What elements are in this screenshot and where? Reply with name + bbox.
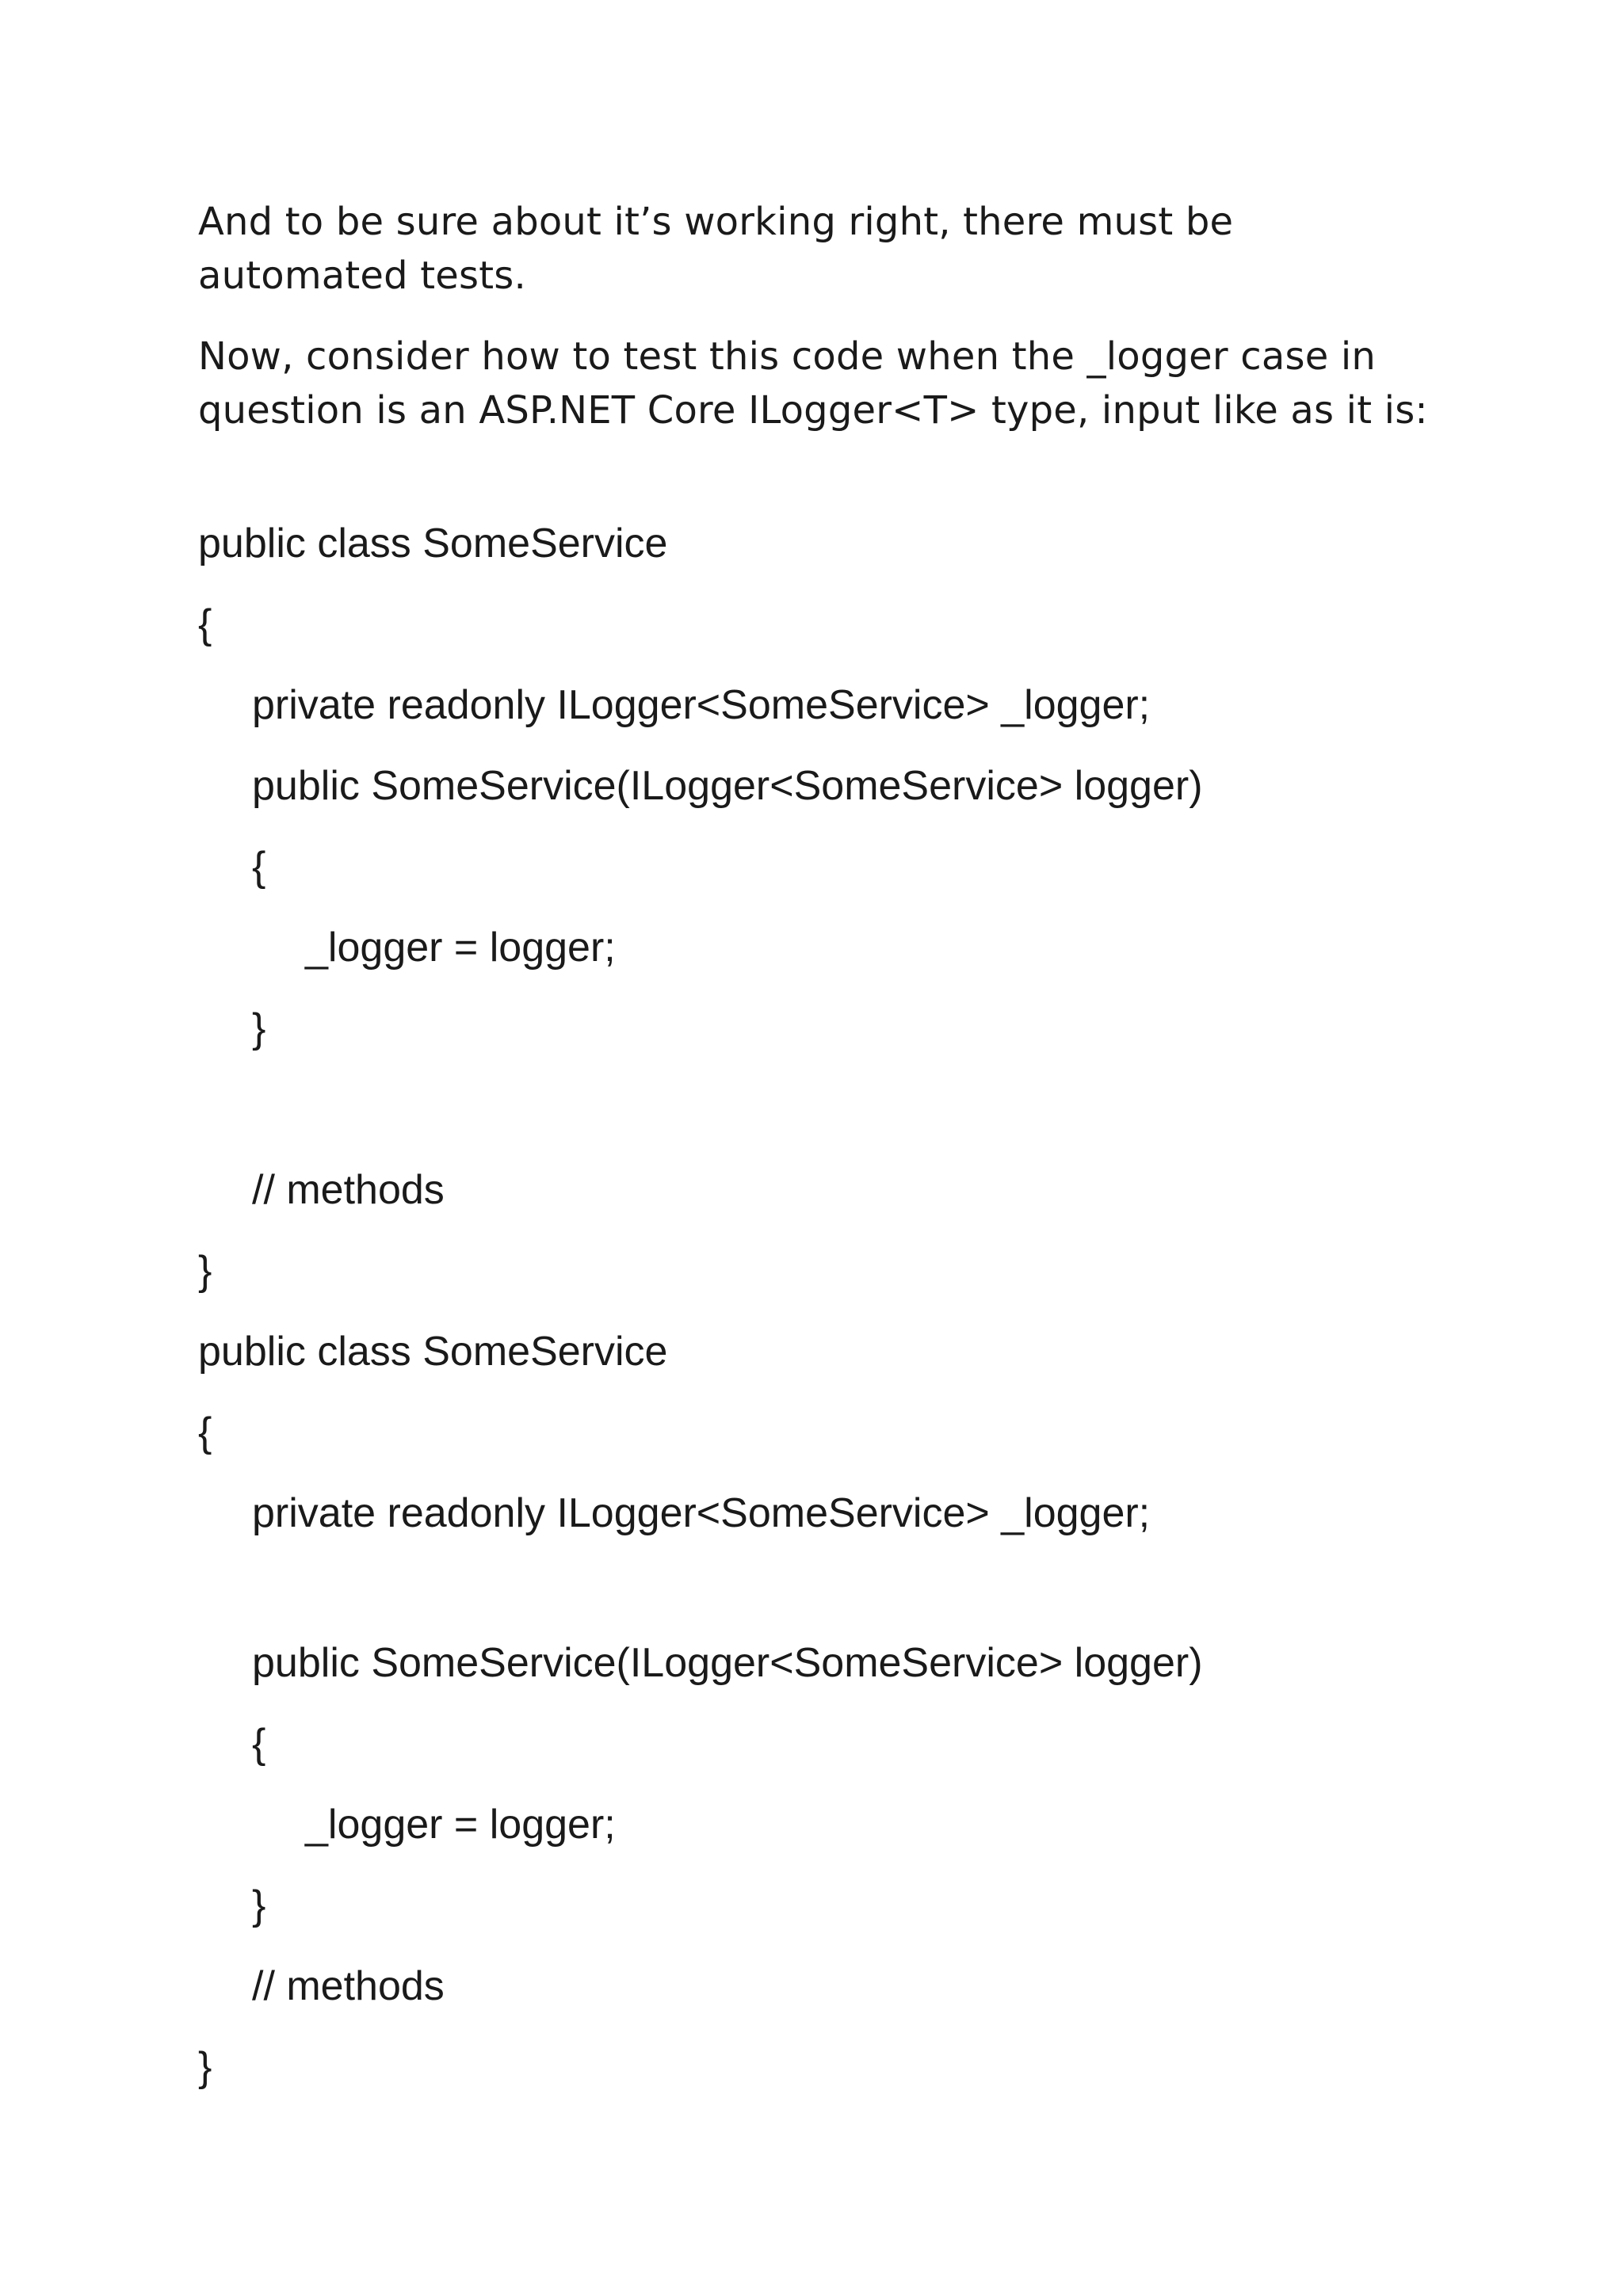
code-line: }	[198, 2044, 212, 2090]
code-line: _logger = logger;	[305, 1802, 616, 1848]
code-line: private readonly ILogger<SomeService> _logger;	[252, 682, 1151, 728]
code-line: }	[252, 1882, 266, 1928]
code-line: }	[252, 1005, 266, 1051]
code-line: {	[198, 601, 212, 647]
paragraph-automated-tests: And to be sure about it’s working right, there must be automated tests.	[198, 200, 1234, 298]
code-line: public class SomeService	[198, 1329, 668, 1375]
code-line: // methods	[252, 1963, 445, 2009]
code-line: public SomeService(ILogger<SomeService> logger)	[252, 763, 1203, 809]
paragraph-consider-testing: Now, consider how to test this code when the _logger case in question is an ASP.NET Core ILogger<T> type, input like as it is:	[198, 334, 1428, 433]
code-line: {	[252, 844, 266, 890]
code-line: }	[198, 1248, 212, 1294]
code-line: {	[252, 1721, 266, 1767]
code-line: // methods	[252, 1167, 445, 1213]
code-line: public SomeService(ILogger<SomeService> logger)	[252, 1640, 1203, 1686]
code-line: {	[198, 1409, 212, 1455]
code-line: _logger = logger;	[305, 925, 616, 971]
code-line: public class SomeService	[198, 521, 668, 566]
code-line: private readonly ILogger<SomeService> _logger;	[252, 1490, 1151, 1536]
